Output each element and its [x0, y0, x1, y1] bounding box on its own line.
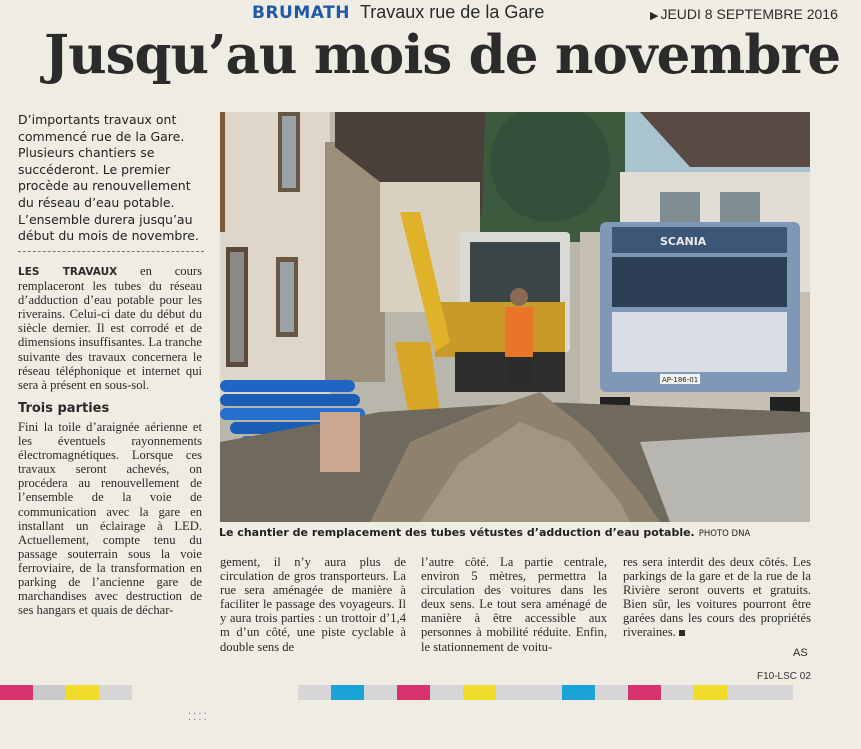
swatch-gray	[529, 685, 562, 700]
swatch-cyan	[331, 685, 364, 700]
runin-label: LES TRAVAUX	[18, 266, 118, 278]
construction-site-photo	[220, 112, 810, 522]
paragraph-travaux-text: en cours remplaceront les tubes du réseau d’adduction d’eau potable pour les riverains. Celui-ci date du début du siècle dernier. Il est corrodé et de dimensions insuffisantes. La tranche suivante des travaux concernera le réseau téléphonique et internet qui sera à présent en sous-sol.	[18, 264, 202, 392]
header-section: Travaux rue de la Gare	[359, 2, 545, 22]
swatch-magenta	[397, 685, 430, 700]
swatch-yellow	[694, 685, 727, 700]
swatch-gray	[760, 685, 793, 700]
section-header	[252, 2, 544, 23]
truck-plate-label: AP-186-01	[662, 376, 699, 384]
swatch-magenta	[628, 685, 661, 700]
adjacent-article-ghost-left	[0, 0, 18, 680]
registration-dots: ⁚⁚⁚⁚	[188, 712, 209, 723]
body-column-2: gement, il n’y aura plus de circulation de gros transporteurs. La rue sera aménagée de manière à faciliter le passage des voyageurs. Il y aura trois parties : un trottoir d’1,4 m d’un côté, une piste cyclable à double sens de	[220, 555, 406, 654]
header-location: BRUMATH	[252, 3, 350, 23]
date-arrow-icon: ▶	[650, 10, 659, 22]
author-signature: AS	[793, 647, 808, 659]
paragraph-travaux	[18, 264, 202, 392]
body-column-3: l’autre côté. La partie centrale, environ 5 mètres, permettra la circulation des voitures dans les deux sens. Le tout sera aménagé de manière à être accessible aux personnes à mobilité réduite. Enfin, le stationnement de voitu-	[421, 555, 607, 654]
swatch-gray	[33, 685, 66, 700]
color-registration-bar-left	[0, 685, 132, 700]
swatch-magenta	[0, 685, 33, 700]
subheading-trois-parties: Trois parties	[18, 400, 110, 416]
lede-divider	[18, 251, 204, 252]
swatch-gray	[496, 685, 529, 700]
swatch-gray	[298, 685, 331, 700]
article-photo	[220, 112, 810, 522]
swatch-gray	[364, 685, 397, 700]
swatch-yellow	[66, 685, 99, 700]
swatch-gray	[727, 685, 760, 700]
swatch-gray	[99, 685, 132, 700]
date-text: JEUDI 8 SEPTEMBRE 2016	[660, 6, 838, 22]
end-mark	[679, 630, 685, 636]
column-4-text: res sera interdit des deux côtés. Les parkings de la gare et de la rue de la Rivière seront ouverts et gratuits. Bien sûr, les voitures pourront être garées dans les cours des propriétés riveraines.	[623, 555, 811, 640]
photo-caption	[219, 526, 750, 539]
swatch-cyan	[562, 685, 595, 700]
print-code: F10-LSC 02	[757, 671, 811, 682]
body-column-4	[623, 555, 811, 640]
swatch-yellow	[463, 685, 496, 700]
caption-text: Le chantier de remplacement des tubes vétustes d’adduction d’eau potable.	[219, 526, 695, 539]
truck-brand-label: SCANIA	[660, 235, 707, 248]
body-column-1	[18, 264, 202, 617]
paragraph-trois-parties: Fini la toile d’araignée aérienne et les éventuels rayonnements électromagnétiques. Lorsque ces travaux seront achevés, on procédera au renouvellement de l’ensemble de la voie de communication avec la gare en installant un éclairage à LED. Actuellement, compte tenu du passage souterrain sous la voie ferroviaire, de la transformation en parking de l’ancienne gare de marchandises avec destruction de ses hangars et quais de déchar-	[18, 419, 202, 618]
photo-credit: PHOTO DNA	[698, 529, 751, 539]
color-registration-bar-right	[298, 685, 793, 700]
issue-date	[650, 6, 838, 22]
swatch-gray	[430, 685, 463, 700]
article-lede: D’importants travaux ont commencé rue de la Gare. Plusieurs chantiers se succéderont. Le premier procède au renouvellement du réseau d’eau potable. L’ensemble durera jusqu’au début du mois de novembre.	[18, 112, 199, 244]
swatch-gray	[661, 685, 694, 700]
swatch-gray	[595, 685, 628, 700]
article-title: Jusqu’au mois de novembre	[44, 24, 841, 86]
